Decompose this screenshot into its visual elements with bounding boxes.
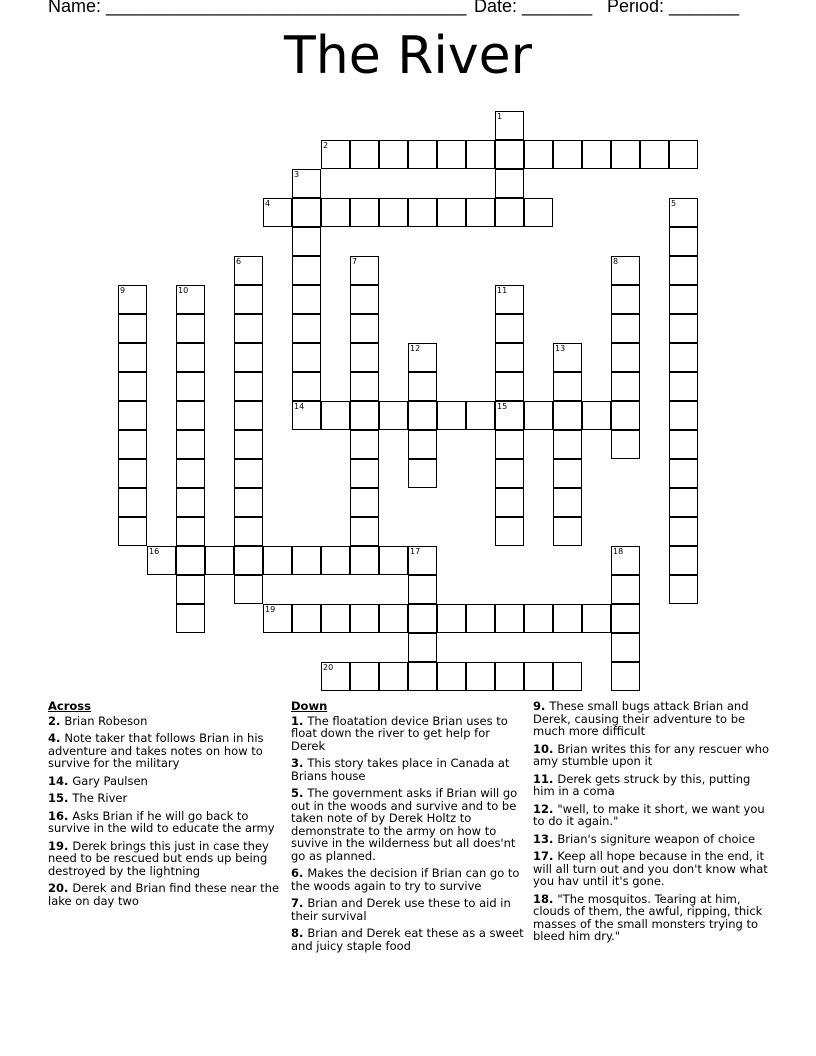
crossword-cell[interactable]	[292, 372, 321, 401]
clue-number: 2	[323, 141, 329, 150]
crossword-cell[interactable]	[234, 401, 263, 430]
date-field-label: Date: _______	[474, 0, 593, 16]
crossword-cell[interactable]	[582, 140, 611, 169]
down-clue: 12. "well, to make it short, we want you to do it again."	[533, 801, 765, 828]
crossword-cell[interactable]	[321, 198, 350, 227]
crossword-cell[interactable]	[350, 372, 379, 401]
crossword-cell[interactable]	[495, 430, 524, 459]
across-clue: 20. Derek and Brian find these near the lake on day two	[48, 881, 280, 908]
crossword-cell[interactable]	[437, 662, 466, 691]
crossword-cell[interactable]	[669, 430, 698, 459]
crossword-cell[interactable]	[292, 546, 321, 575]
crossword-cell[interactable]	[524, 140, 553, 169]
crossword-cell[interactable]	[495, 198, 524, 227]
crossword-cell[interactable]	[553, 662, 582, 691]
across-clue: 2. Brian Robeson	[48, 713, 148, 728]
down-heading: Down	[291, 699, 328, 713]
crossword-cell[interactable]	[379, 604, 408, 633]
crossword-cell[interactable]	[292, 285, 321, 314]
down-clue: 10. Brian writes this for any rescuer who amy stumble upon it	[533, 741, 770, 768]
crossword-cell[interactable]	[524, 604, 553, 633]
crossword-cell[interactable]	[263, 546, 292, 575]
crossword-cell[interactable]	[408, 198, 437, 227]
crossword-cell[interactable]	[582, 604, 611, 633]
across-clue: 19. Derek brings this just in case they need to be rescued but ends up being destroyed by the lightning	[48, 838, 269, 878]
crossword-cell[interactable]	[350, 546, 379, 575]
crossword-cell[interactable]	[611, 140, 640, 169]
crossword-cell[interactable]	[408, 459, 437, 488]
crossword-cell[interactable]	[292, 198, 321, 227]
clue-number: 1	[497, 112, 503, 121]
crossword-cell[interactable]	[553, 517, 582, 546]
crossword-cell[interactable]	[408, 662, 437, 691]
clue-number: 10	[178, 286, 189, 295]
crossword-cell[interactable]	[553, 430, 582, 459]
crossword-cell[interactable]	[611, 343, 640, 372]
crossword-cell[interactable]	[379, 662, 408, 691]
clue-number: 15	[497, 402, 508, 411]
crossword-cell[interactable]	[176, 314, 205, 343]
crossword-cell[interactable]	[640, 140, 669, 169]
crossword-cell[interactable]	[176, 575, 205, 604]
crossword-cell[interactable]	[234, 372, 263, 401]
crossword-cell[interactable]	[669, 459, 698, 488]
down-clue: 13. Brian's signiture weapon of choice	[533, 831, 756, 846]
crossword-cell[interactable]	[466, 401, 495, 430]
name-field-label: Name: ____________________________________	[48, 0, 467, 16]
crossword-cell[interactable]	[437, 401, 466, 430]
clue-number: 6	[236, 257, 242, 266]
clue-number: 8	[613, 257, 619, 266]
crossword-cell[interactable]	[176, 343, 205, 372]
crossword-cell[interactable]	[495, 140, 524, 169]
crossword-cell[interactable]	[118, 401, 147, 430]
crossword-cell[interactable]	[495, 314, 524, 343]
crossword-cell[interactable]	[234, 517, 263, 546]
crossword-cell[interactable]	[379, 140, 408, 169]
crossword-cell[interactable]	[495, 662, 524, 691]
across-heading: Across	[48, 699, 91, 713]
crossword-cell[interactable]	[553, 372, 582, 401]
across-clue: 4. Note taker that follows Brian in his adventure and takes notes on how to survive for the military	[48, 731, 264, 770]
crossword-cell[interactable]	[350, 285, 379, 314]
down-clues-continued	[533, 700, 769, 948]
clue-number: 3	[294, 170, 300, 179]
crossword-cell[interactable]	[176, 430, 205, 459]
crossword-cell[interactable]	[176, 459, 205, 488]
crossword-cell[interactable]	[495, 488, 524, 517]
crossword-cell[interactable]	[292, 227, 321, 256]
crossword-cell[interactable]	[379, 401, 408, 430]
clue-number: 11	[497, 286, 508, 295]
crossword-cell[interactable]	[466, 604, 495, 633]
crossword-cell[interactable]	[495, 169, 524, 198]
across-clues	[48, 700, 284, 912]
crossword-cell[interactable]	[350, 517, 379, 546]
clue-number: 7	[352, 257, 358, 266]
down-clue: 6. Makes the decision if Brian can go to the woods again to try to survive	[291, 866, 520, 893]
clue-number: 4	[265, 199, 271, 208]
crossword-cell[interactable]	[350, 198, 379, 227]
crossword-cell[interactable]	[408, 140, 437, 169]
crossword-cell[interactable]	[408, 575, 437, 604]
crossword-cell[interactable]	[611, 314, 640, 343]
crossword-cell[interactable]	[234, 314, 263, 343]
crossword-cell[interactable]	[350, 314, 379, 343]
clue-number: 14	[294, 402, 305, 411]
crossword-cell[interactable]	[350, 430, 379, 459]
across-clue: 15. The River	[48, 791, 128, 805]
crossword-cell[interactable]	[437, 604, 466, 633]
crossword-cell[interactable]	[321, 604, 350, 633]
across-clue: 16. Asks Brian if he will go back to survive in the wild to educate the army	[48, 808, 275, 835]
crossword-cell[interactable]	[234, 575, 263, 604]
crossword-cell[interactable]	[553, 459, 582, 488]
period-field-label: Period: _______	[607, 0, 740, 16]
crossword-cell[interactable]	[234, 488, 263, 517]
crossword-cell[interactable]	[176, 546, 205, 575]
crossword-cell[interactable]	[118, 314, 147, 343]
crossword-cell[interactable]	[176, 604, 205, 633]
crossword-cell[interactable]	[495, 459, 524, 488]
crossword-cell[interactable]	[553, 140, 582, 169]
crossword-cell[interactable]	[408, 633, 437, 662]
crossword-cell[interactable]	[582, 401, 611, 430]
crossword-cell[interactable]	[466, 662, 495, 691]
crossword-cell[interactable]	[234, 343, 263, 372]
crossword-cell[interactable]	[292, 256, 321, 285]
across-clue: 14. Gary Paulsen	[48, 773, 148, 788]
down-clue: 9. These small bugs attack Brian and Derek, causing their adventure to be much more difficult	[533, 699, 749, 738]
crossword-cell[interactable]	[669, 256, 698, 285]
clue-number: 5	[671, 199, 677, 208]
crossword-cell[interactable]	[350, 459, 379, 488]
crossword-cell[interactable]	[321, 546, 350, 575]
down-clue: 7. Brian and Derek use these to aid in their survival	[291, 896, 511, 923]
crossword-cell[interactable]	[669, 227, 698, 256]
clue-number: 20	[323, 663, 334, 672]
down-clue: 17. Keep all hope because in the end, it will all turn out and you don't know what you hav until it's gone.	[533, 849, 768, 888]
clue-number: 19	[265, 605, 276, 614]
crossword-cell[interactable]	[669, 575, 698, 604]
down-clues	[291, 700, 527, 957]
crossword-cell[interactable]	[408, 430, 437, 459]
crossword-cell[interactable]	[495, 343, 524, 372]
crossword-cell[interactable]	[553, 604, 582, 633]
crossword-cell[interactable]	[669, 343, 698, 372]
crossword-cell[interactable]	[611, 285, 640, 314]
down-clue: 3. This story takes place in Canada at Brians house	[291, 756, 510, 783]
clue-number: 17	[410, 547, 421, 556]
crossword-cell[interactable]	[611, 662, 640, 691]
crossword-cell[interactable]	[524, 662, 553, 691]
crossword-cell[interactable]	[118, 343, 147, 372]
crossword-cell[interactable]	[611, 372, 640, 401]
crossword-cell[interactable]	[350, 140, 379, 169]
crossword-cell[interactable]	[234, 459, 263, 488]
crossword-cell[interactable]	[350, 343, 379, 372]
crossword-cell[interactable]	[495, 517, 524, 546]
down-clue: 11. Derek gets struck by this, putting him in a coma	[533, 771, 751, 798]
clue-number: 12	[410, 344, 421, 353]
crossword-cell[interactable]	[611, 430, 640, 459]
crossword-cell[interactable]	[408, 604, 437, 633]
down-clue: 1. The floatation device Brian uses to float down the river to get help for Derek	[291, 713, 508, 753]
down-clue: 5. The government asks if Brian will go out in the woods and survive and to be taken note of by Derek Holtz to demonstrate to the army on how to suvive in the wilderness but all does'nt go as planned.	[291, 786, 518, 863]
crossword-cell[interactable]	[292, 314, 321, 343]
crossword-cell[interactable]	[669, 314, 698, 343]
crossword-cell[interactable]	[350, 401, 379, 430]
crossword-cell[interactable]	[553, 401, 582, 430]
crossword-cell[interactable]	[176, 488, 205, 517]
crossword-cell[interactable]	[669, 517, 698, 546]
down-clue: 18. "The mosquitos. Tearing at him, clouds of them, the awful, ripping, thick masses of the small monsters trying to bleed him dry."	[533, 891, 763, 943]
crossword-cell[interactable]	[118, 430, 147, 459]
page-title: The River	[284, 26, 532, 86]
clue-number: 13	[555, 344, 566, 353]
crossword-cell[interactable]	[669, 372, 698, 401]
crossword-cell[interactable]	[495, 372, 524, 401]
crossword-cell[interactable]	[118, 372, 147, 401]
crossword-cell[interactable]	[350, 662, 379, 691]
crossword-cell[interactable]	[408, 401, 437, 430]
crossword-cell[interactable]	[321, 401, 350, 430]
crossword-cell[interactable]	[234, 285, 263, 314]
clue-number: 9	[120, 286, 126, 295]
crossword-cell[interactable]	[524, 401, 553, 430]
crossword-cell[interactable]	[669, 546, 698, 575]
crossword-cell[interactable]	[118, 459, 147, 488]
crossword-cell[interactable]	[350, 604, 379, 633]
crossword-cell[interactable]	[669, 488, 698, 517]
crossword-cell[interactable]	[379, 546, 408, 575]
crossword-cell[interactable]	[176, 401, 205, 430]
crossword-cell[interactable]	[669, 285, 698, 314]
crossword-cell[interactable]	[176, 372, 205, 401]
crossword-cell[interactable]	[118, 517, 147, 546]
crossword-cell[interactable]	[205, 546, 234, 575]
clue-number: 18	[613, 547, 624, 556]
crossword-cell[interactable]	[118, 488, 147, 517]
crossword-cell[interactable]	[611, 575, 640, 604]
crossword-cell[interactable]	[379, 198, 408, 227]
down-clue: 8. Brian and Derek eat these as a sweet and juicy staple food	[291, 926, 524, 953]
crossword-cell[interactable]	[524, 198, 553, 227]
crossword-cell[interactable]	[437, 140, 466, 169]
crossword-cell[interactable]	[611, 604, 640, 633]
crossword-cell[interactable]	[669, 140, 698, 169]
crossword-cell[interactable]	[437, 198, 466, 227]
crossword-cell[interactable]	[553, 488, 582, 517]
crossword-cell[interactable]	[350, 488, 379, 517]
crossword-cell[interactable]	[234, 546, 263, 575]
crossword-cell[interactable]	[234, 430, 263, 459]
crossword-cell[interactable]	[292, 604, 321, 633]
crossword-cell[interactable]	[176, 517, 205, 546]
crossword-cell[interactable]	[611, 633, 640, 662]
crossword-cell[interactable]	[611, 401, 640, 430]
crossword-cell[interactable]	[466, 140, 495, 169]
crossword-cell[interactable]	[669, 401, 698, 430]
crossword-cell[interactable]	[292, 343, 321, 372]
crossword-cell[interactable]	[495, 604, 524, 633]
clue-number: 16	[149, 547, 160, 556]
crossword-cell[interactable]	[466, 198, 495, 227]
crossword-cell[interactable]	[408, 372, 437, 401]
